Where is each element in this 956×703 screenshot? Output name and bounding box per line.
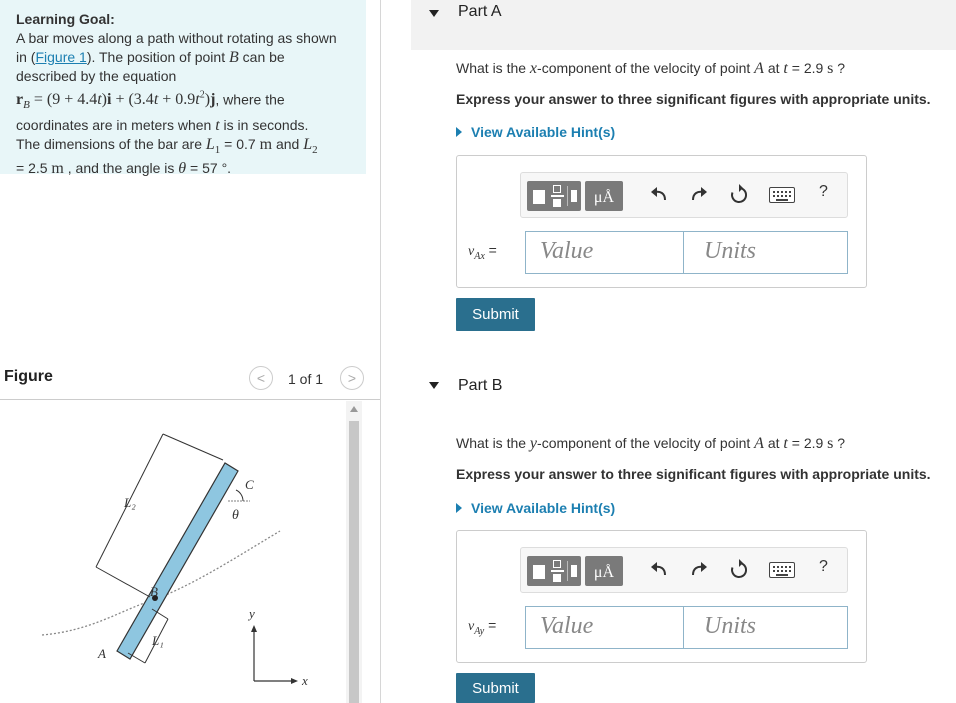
scroll-up-icon[interactable]: [350, 406, 358, 412]
part-a-value-input[interactable]: Value: [525, 231, 684, 274]
label-a: A: [98, 646, 106, 661]
theta-arc: [236, 490, 243, 501]
part-b-answer-box: [456, 530, 867, 663]
label-l1: L₁: [152, 633, 164, 648]
learning-goal-panel: [0, 0, 366, 178]
undo-icon[interactable]: [647, 183, 671, 207]
figure-next-button[interactable]: >: [340, 366, 364, 390]
label-x: x: [302, 673, 308, 688]
part-a-units-input[interactable]: Units: [684, 231, 848, 274]
keyboard-icon[interactable]: [769, 562, 795, 578]
figure-link[interactable]: Figure 1: [35, 49, 87, 65]
label-theta: θ: [232, 508, 239, 523]
learning-goal-text: A bar moves along a path without rotating as shown in (Figure 1). The position of point B can be described by the equation $r_B = (9 + 4.4t)i + (3.4t + 0.9t^2)j$, where the coordinates are in meters when t is in seconds. The dimensions of the bar are $L_1 = 0.7$ m and $L_2$ = 2.5 m , and the angle is θ = 57 °.: [16, 30, 337, 178]
bar-diagram: [0, 401, 346, 703]
part-b-question: What is the y-component of the velocity of point A at t = 2.9 s ?: [456, 435, 846, 452]
figure-counter: 1 of 1: [288, 371, 324, 387]
part-b-submit-button[interactable]: Submit: [456, 673, 535, 703]
units-icon[interactable]: μÅ: [585, 181, 623, 211]
part-a-question: What is the x-component of the velocity of point A at t = 2.9 s ?: [456, 60, 846, 77]
part-b-math-toolbar: [520, 547, 848, 593]
units-icon[interactable]: μÅ: [585, 556, 623, 586]
figure-header: [0, 362, 380, 400]
redo-icon[interactable]: [687, 183, 711, 207]
part-a-hint-link[interactable]: View Available Hint(s): [456, 124, 615, 140]
figure-prev-button[interactable]: <: [249, 366, 273, 390]
templates-icon[interactable]: [527, 181, 581, 211]
undo-icon[interactable]: [647, 558, 671, 582]
label-b: B: [150, 584, 158, 599]
position-equation: $r_B = (9 + 4.4t)i + (3.4t + 0.9t^2)j$: [16, 90, 216, 112]
templates-icon[interactable]: [527, 556, 581, 586]
part-b-value-input[interactable]: Value: [525, 606, 684, 649]
column-divider: [380, 0, 381, 703]
figure-image: [0, 401, 346, 703]
part-a-variable-label: $v_{Ax}$ =: [468, 242, 497, 262]
part-b-units-input[interactable]: Units: [684, 606, 848, 649]
collapse-caret-icon[interactable]: [429, 382, 439, 389]
part-b-instruction: Express your answer to three significant figures with appropriate units.: [456, 466, 931, 482]
figure-scrollbar[interactable]: [346, 401, 362, 703]
reset-icon[interactable]: [727, 558, 751, 582]
part-a-header[interactable]: [411, 0, 956, 50]
help-icon[interactable]: ?: [819, 183, 828, 200]
expand-triangle-icon: [456, 127, 462, 137]
part-b-header[interactable]: [411, 365, 956, 405]
label-c: C: [245, 477, 254, 492]
collapse-caret-icon[interactable]: [429, 10, 439, 17]
part-a-instruction: Express your answer to three significant figures with appropriate units.: [456, 91, 931, 107]
part-a-math-toolbar: [520, 172, 848, 218]
redo-icon[interactable]: [687, 558, 711, 582]
part-a-answer-box: [456, 155, 867, 288]
part-a-title: Part A: [458, 3, 502, 20]
bar: [117, 463, 238, 659]
part-b-variable-label: $v_{Ay}$ =: [468, 617, 497, 637]
help-icon[interactable]: ?: [819, 558, 828, 575]
label-y: y: [249, 606, 255, 621]
part-a-submit-button[interactable]: Submit: [456, 298, 535, 331]
part-b-title: Part B: [458, 377, 503, 394]
reset-icon[interactable]: [727, 183, 751, 207]
learning-goal-heading: Learning Goal:: [16, 11, 115, 27]
keyboard-icon[interactable]: [769, 187, 795, 203]
label-l2: L₂: [124, 495, 136, 510]
expand-triangle-icon: [456, 503, 462, 513]
figure-title: Figure: [4, 368, 53, 385]
scrollbar-thumb[interactable]: [349, 421, 359, 703]
part-b-hint-link[interactable]: View Available Hint(s): [456, 500, 615, 516]
